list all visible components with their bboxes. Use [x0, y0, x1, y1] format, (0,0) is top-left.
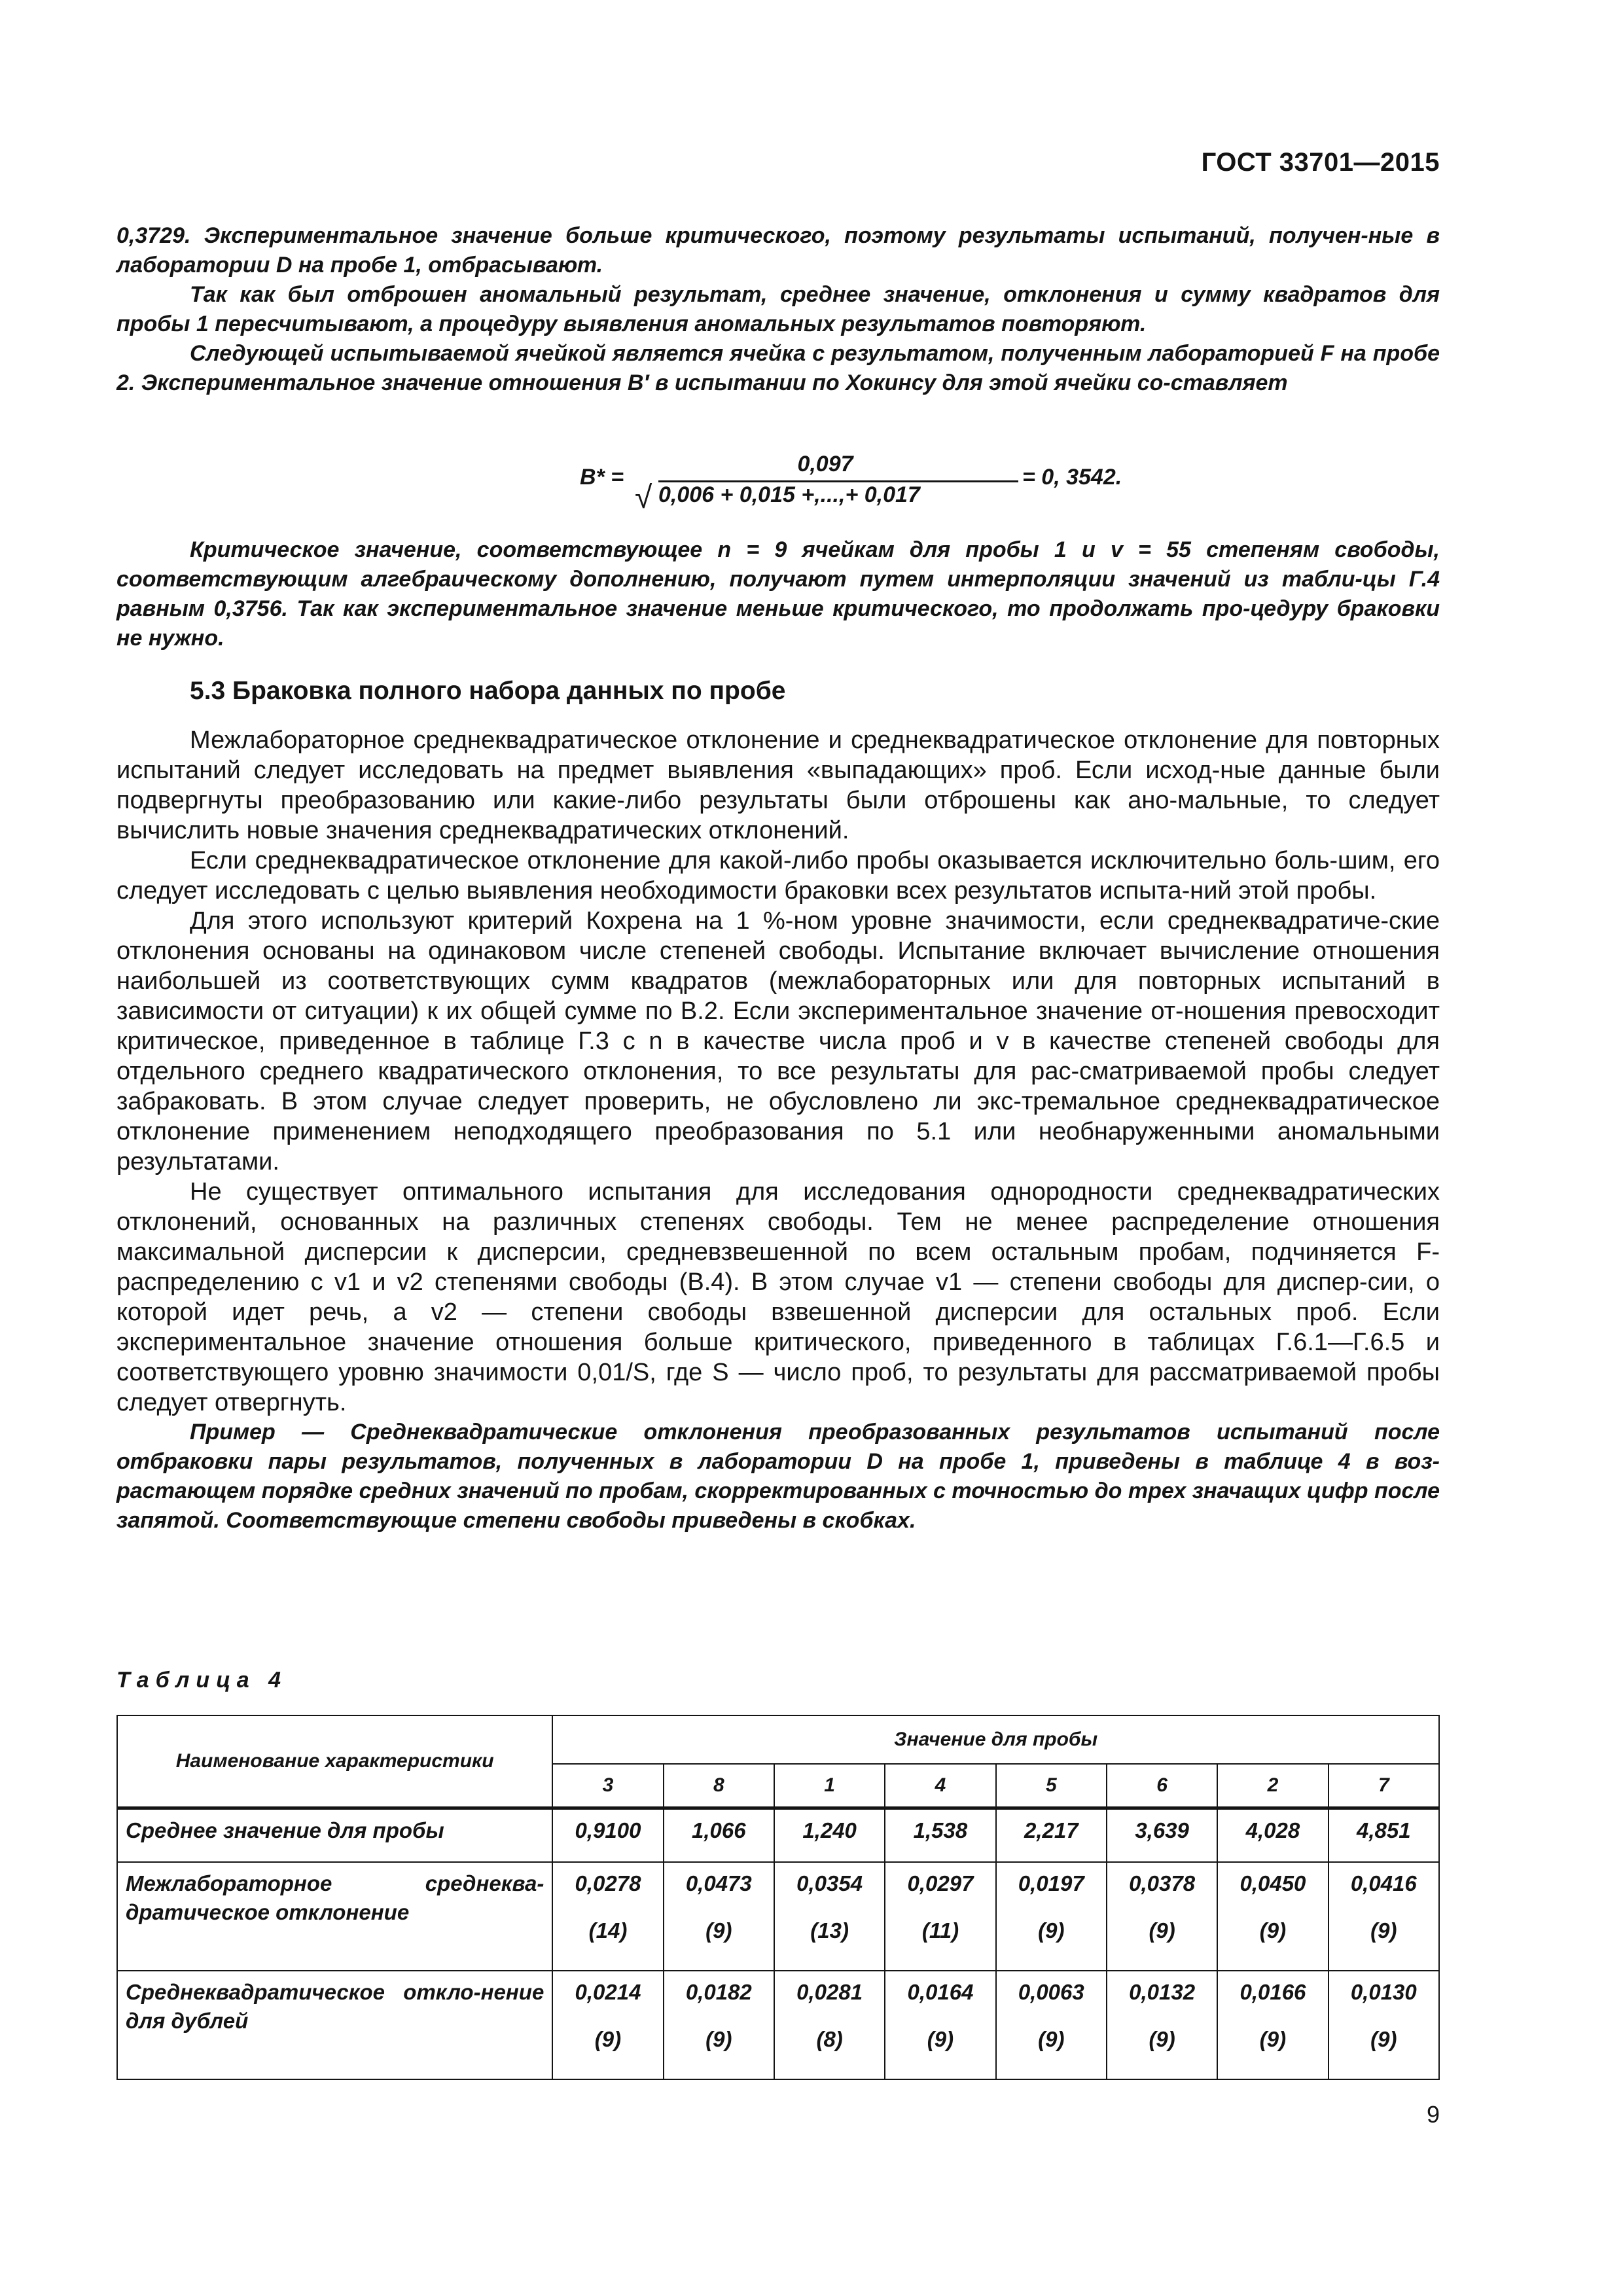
example-paragraph: 0,3729. Экспериментальное значение больше критического, поэтому результаты испытаний, получен-ные в лаборатории D на пробе 1, отбрасывают. [116, 223, 1440, 278]
table-cell [664, 1971, 774, 2079]
sample-header: 5 [996, 1764, 1107, 1808]
row-name: Среднеквадратическое откло-нение для дублей [117, 1971, 552, 2079]
cell-value: 0,0182 [685, 1979, 752, 2004]
sample-header: 4 [885, 1764, 995, 1808]
sqrt-icon: √ [635, 480, 652, 515]
table-cell: 4,851 [1329, 1808, 1439, 1862]
table-cell: 2,217 [996, 1808, 1107, 1862]
example-paragraph: Критическое значение, соответствующее n = 9 ячейкам для пробы 1 и v = 55 степеням свободы, соответствующим алгебраическому дополнению, получают путем интерполяции значений из табли-цы Г.4 равным 0,3756. Так как экспериментальное значение меньше критического, то продолжать про-цедуру браковки не нужно. [116, 537, 1440, 651]
column-header: Наименование характеристики [117, 1715, 552, 1808]
formula-rhs: = 0, 3542. [1022, 465, 1122, 490]
sample-header: 6 [1107, 1764, 1217, 1808]
cell-dof: (9) [1370, 1918, 1397, 1943]
table-cell [996, 1971, 1107, 2079]
cell-value: 0,0164 [907, 1979, 974, 2004]
document-header: ГОСТ 33701—2015 [1201, 148, 1440, 177]
table-cell [1329, 1862, 1439, 1971]
row-name: Среднее значение для пробы [117, 1808, 552, 1862]
data-table [116, 1715, 1440, 2080]
cell-dof: (13) [810, 1918, 849, 1943]
cell-value: 0,0416 [1350, 1871, 1417, 1895]
cell-dof: (9) [594, 2026, 622, 2051]
cell-value: 0,0473 [685, 1871, 752, 1895]
table-cell [885, 1862, 995, 1971]
formula-numerator: 0,097 [797, 452, 853, 476]
sample-header: 3 [552, 1764, 663, 1808]
cell-dof: (9) [1370, 2026, 1397, 2051]
example-paragraph: Следующей испытываемой ячейкой является ячейка с результатом, полученным лабораторией F на пробе 2. Экспериментальное значение отношения B′ в испытании по Хокинсу для этой ячейки со-ставляет [116, 341, 1440, 395]
row-name: Межлабораторное среднеква-дратическое отклонение [117, 1862, 552, 1971]
formula-fraction [632, 452, 1018, 515]
cell-value: 0,0281 [796, 1979, 863, 2004]
table-cell [885, 1971, 995, 2079]
table-cell: 4,028 [1217, 1808, 1328, 1862]
formula-denominator-text: 0,006 + 0,015 +,...,+ 0,017 [658, 482, 920, 507]
table-cell [996, 1862, 1107, 1971]
formula-lhs: B* = [580, 465, 624, 490]
body-paragraph: Для этого используют критерий Кохрена на 1 %-ном уровне значимости, если среднеквадратиче-ские отклонения основаны на одинаковом числе степеней свободы. Испытание включает вычисление отношения наибольшей из соответствующих сумм квадратов (межлабораторных или для повторных испытаний в зависимости от ситуации) к их общей сумме по В.2. Если экспериментальное значение от-ношения превосходит критическое, приведенное в таблице Г.3 с n в качестве числа проб и v в качестве степеней свободы для отдельного среднего квадратического отклонения, то все результаты для рас-сматриваемой пробы следует забраковать. В этом случае следует проверить, не обусловлено ли экс-тремальное среднеквадратическое отклонение применением неподходящего преобразования по 5.1 или необнаруженными аномальными результатами. [116, 907, 1440, 1175]
cell-dof: (14) [588, 1918, 628, 1943]
table-cell [552, 1862, 663, 1971]
cell-value: 0,0450 [1240, 1871, 1306, 1895]
cell-value: 0,0132 [1129, 1979, 1196, 2004]
table-row [117, 1862, 1439, 1971]
body-paragraph: Если среднеквадратическое отклонение для какой-либо пробы оказывается исключительно боль-шим, его следует исследовать с целью выявления необходимости браковки всех результатов испыта-ний этой пробы. [116, 847, 1440, 905]
table-cell [552, 1971, 663, 2079]
cell-dof: (9) [927, 2026, 954, 2051]
table-cell: 1,066 [664, 1808, 774, 1862]
section-title: 5.3 Браковка полного набора данных по пробе [190, 677, 786, 705]
section-5-3 [116, 677, 1440, 1535]
cell-dof: (9) [705, 1918, 732, 1943]
cell-value: 0,0197 [1018, 1871, 1084, 1895]
cell-dof: (9) [1149, 1918, 1175, 1943]
body-paragraph: Межлабораторное среднеквадратическое отклонение и среднеквадратическое отклонение для повторных испытаний следует исследовать на предмет выявления «выпадающих» проб. Если исход-ные данные были подвергнуты преобразованию или какие-либо результаты были отброшены как ано-мальные, то следует вычислить новые значения среднеквадратических отклонений. [116, 726, 1440, 844]
cell-value: 0,0130 [1350, 1979, 1417, 2004]
table-cell [1217, 1971, 1328, 2079]
table-caption: Таблица 4 [116, 1668, 287, 1693]
table-row [117, 1808, 1439, 1862]
example-block-bottom [116, 535, 1440, 653]
table-cell [774, 1971, 885, 2079]
cell-dof: (9) [1038, 1918, 1065, 1943]
table-cell [1217, 1862, 1328, 1971]
cell-dof: (9) [1259, 2026, 1287, 2051]
table-cell: 3,639 [1107, 1808, 1217, 1862]
formula-denominator [632, 480, 1018, 515]
example-paragraph: Пример — Среднеквадратические отклонения преобразованных результатов испытаний после отбраковки пары результатов, полученных в лаборатории D на пробе 1, приведены в таблице 4 в воз-растающем порядке средних значений по пробам, скорректированных с точностью до трех значащих цифр после запятой. Соответствующие степени свободы приведены в скобках. [116, 1420, 1440, 1533]
cell-dof: (11) [921, 1918, 959, 1943]
cell-value: 0,0278 [575, 1871, 641, 1895]
cell-dof: (9) [1149, 2026, 1175, 2051]
sample-header: 7 [1329, 1764, 1439, 1808]
table-cell [1107, 1862, 1217, 1971]
body-paragraph: Не существует оптимального испытания для исследования однородности среднеквадратических отклонений, основанных на различных степенях свободы. Тем не менее распределение отношения максимальной дисперсии к дисперсии, средневзвешенной по всем остальным пробам, подчиняется F-распределению с v1 и v2 степенями свободы (В.4). В этом случае v1 — степени свободы для диспер-сии, о которой идет речь, а v2 — степени свободы взвешенной дисперсии для остальных проб. Если экспериментальное значение отношения больше критического, приведенного в таблицах Г.6.1—Г.6.5 и соответствующего уровню значимости 0,01/S, где S — число проб, то результаты для рассматриваемой пробы следует отвергнуть. [116, 1178, 1440, 1416]
cell-value: 0,0297 [907, 1871, 974, 1895]
group-header: Значение для пробы [552, 1715, 1439, 1764]
table-cell: 1,240 [774, 1808, 885, 1862]
cell-value: 0,0063 [1018, 1979, 1084, 2004]
cell-dof: (9) [1259, 1918, 1287, 1943]
example-block-top [116, 221, 1440, 398]
hawkins-formula [580, 452, 1169, 517]
table-cell [664, 1862, 774, 1971]
table-cell [1329, 1971, 1439, 2079]
cell-dof: (9) [705, 2026, 732, 2051]
table-cell [1107, 1971, 1217, 2079]
cell-value: 0,0166 [1240, 1979, 1306, 2004]
table-cell [774, 1862, 885, 1971]
cell-dof: (8) [816, 2026, 843, 2051]
sample-header: 1 [774, 1764, 885, 1808]
sample-header: 8 [664, 1764, 774, 1808]
sample-header: 2 [1217, 1764, 1328, 1808]
example-paragraph: Так как был отброшен аномальный результат, среднее значение, отклонения и сумму квадратов для пробы 1 пересчитывают, а процедуру выявления аномальных результатов повторяют. [116, 282, 1440, 336]
cell-dof: (9) [1038, 2026, 1065, 2051]
cell-value: 0,0354 [796, 1871, 863, 1895]
table-cell: 0,9100 [552, 1808, 663, 1862]
cell-value: 0,0214 [575, 1979, 641, 2004]
page-number: 9 [1426, 2101, 1440, 2128]
table-row [117, 1971, 1439, 2079]
table-cell: 1,538 [885, 1808, 995, 1862]
cell-value: 0,0378 [1129, 1871, 1196, 1895]
